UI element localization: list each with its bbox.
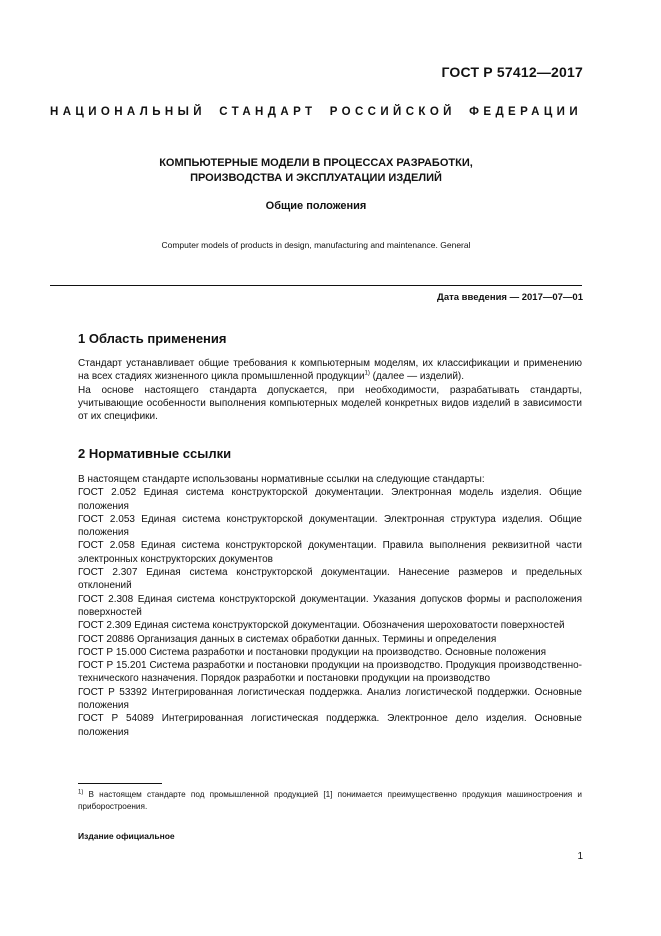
footnote-text: В настоящем стандарте под промышленной продукцией [1] понимается преимущественно продукция машиностроения и приборостроения.	[78, 790, 582, 811]
footnote	[78, 789, 582, 813]
section-1-p1-tail: (далее — изделий).	[369, 371, 465, 383]
section-2-body	[78, 473, 582, 739]
footnote-divider	[78, 783, 162, 784]
document-title	[50, 156, 582, 186]
national-standard-banner: НАЦИОНАЛЬНЫЙ СТАНДАРТ РОССИЙСКОЙ ФЕДЕРАЦИИ	[50, 106, 582, 118]
section-1-heading: 1 Область применения	[78, 331, 227, 346]
footnote-reference: 1)	[364, 370, 370, 377]
section-1-body	[78, 357, 582, 423]
effective-date: Дата введения — 2017—07—01	[437, 292, 583, 303]
reference-item: ГОСТ 20886 Организация данных в системах обработки данных. Термины и определения	[78, 633, 497, 645]
reference-item: ГОСТ 2.309 Единая система конструкторской документации. Обозначения шероховатости поверхностей	[78, 620, 565, 632]
footnote-marker: 1)	[78, 789, 84, 796]
reference-item: ГОСТ Р 53392 Интегрированная логистическая поддержка. Анализ логистической поддержки. Основные положения	[78, 686, 582, 712]
section-2-heading: 2 Нормативные ссылки	[78, 446, 232, 461]
reference-item: ГОСТ 2.052 Единая система конструкторской документации. Электронная модель изделия. Общие положения	[78, 487, 582, 512]
reference-item: ГОСТ 2.053 Единая система конструкторской документации. Электронная структура изделия. Общие положения	[78, 513, 582, 539]
title-line-1: КОМПЬЮТЕРНЫЕ МОДЕЛИ В ПРОЦЕССАХ РАЗРАБОТКИ,	[159, 157, 473, 169]
section-2-intro: В настоящем стандарте использованы нормативные ссылки на следующие стандарты:	[78, 474, 485, 485]
header-divider	[50, 285, 582, 286]
reference-item: ГОСТ 2.307 Единая система конструкторской документации. Нанесение размеров и предельных отклонений	[78, 567, 582, 592]
english-title: Computer models of products in design, manufacturing and maintenance. General	[161, 240, 471, 250]
section-1-paragraph-1	[78, 357, 582, 384]
reference-item: ГОСТ 2.058 Единая система конструкторской документации. Правила выполнения реквизитной части электронных конструкторских документов	[78, 540, 582, 565]
reference-list	[78, 486, 582, 739]
official-edition-label: Издание официальное	[78, 831, 175, 841]
reference-item: ГОСТ Р 15.201 Система разработки и постановки продукции на производство. Продукция производственно-технического назначения. Порядок разработки и постановки продукции на производство	[78, 660, 582, 685]
document-number: ГОСТ Р 57412—2017	[441, 64, 583, 80]
reference-item: ГОСТ Р 54089 Интегрированная логистическая поддержка. Электронное дело изделия. Основные положения	[78, 713, 582, 738]
section-1-p1-text: Стандарт устанавливает общие требования к компьютерным моделям, их классификации и применению на всех стадиях жизненного цикла промышленной продукции	[78, 358, 582, 383]
title-line-2: ПРОИЗВОДСТВА И ЭКСПЛУАТАЦИИ ИЗДЕЛИЙ	[190, 172, 442, 184]
reference-item: ГОСТ 2.308 Единая система конструкторской документации. Указания допусков формы и расположения поверхностей	[78, 593, 582, 618]
document-subtitle: Общие положения	[265, 200, 367, 212]
section-1-paragraph-2: На основе настоящего стандарта допускается, при необходимости, разрабатывать стандарты, учитывающие особенности выполнения компьютерных моделей конкретных видов изделий в зависимости от их специфики.	[78, 384, 582, 423]
page-number: 1	[577, 851, 583, 862]
reference-item: ГОСТ Р 15.000 Система разработки и постановки продукции на производство. Основные положения	[78, 646, 547, 658]
